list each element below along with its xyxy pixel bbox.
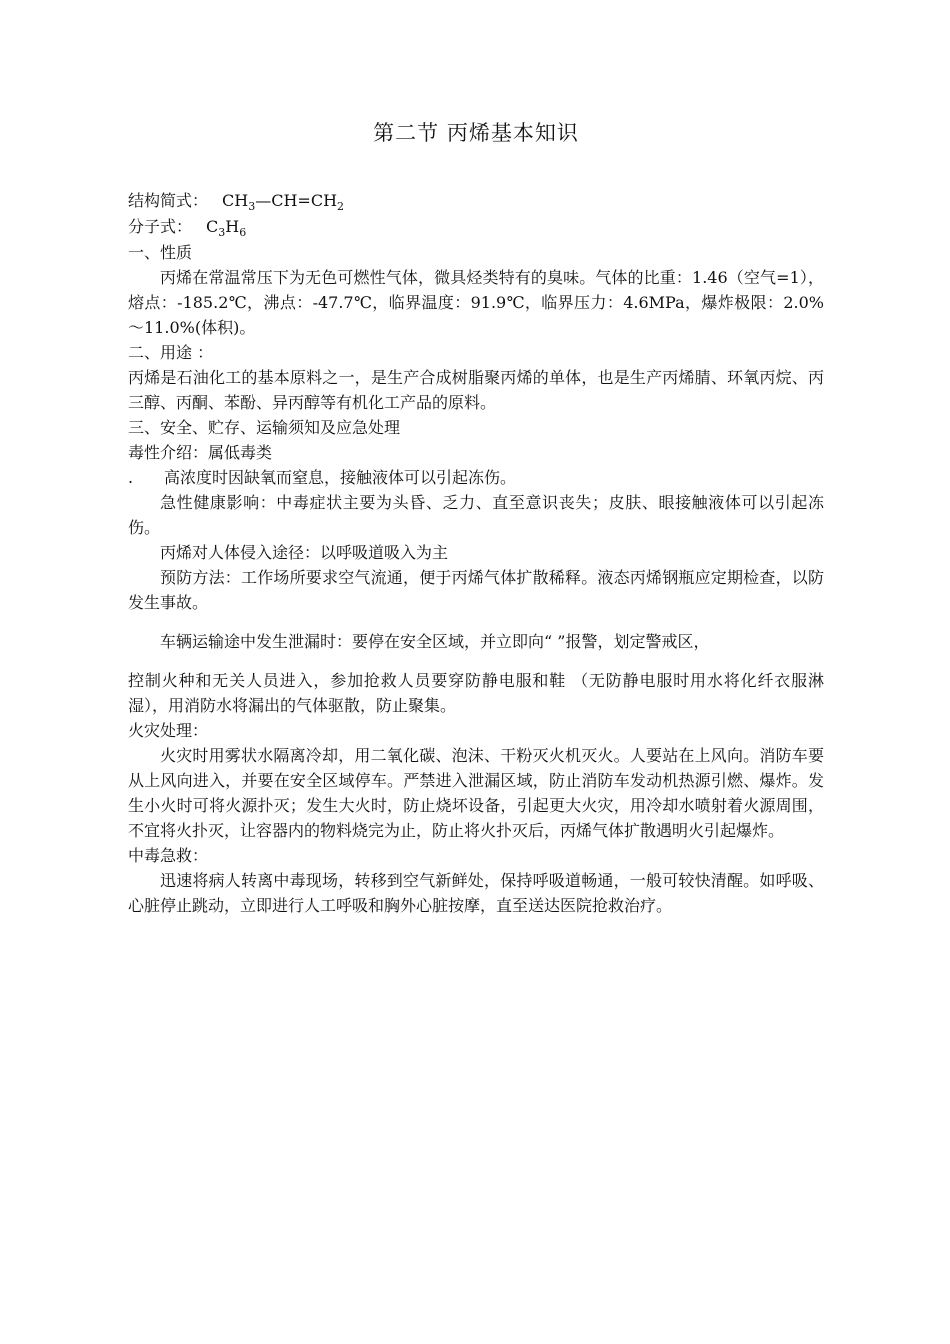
properties-paragraph: 丙烯在常温常压下为无色可燃性气体，微具烃类特有的臭味。气体的比重：1.46（空气=1），熔点：-185.2℃，沸点：-47.7℃，临界温度：91.9℃，临界压力：4.6MPa，爆炸极限：2.0%～11.0%(体积)。 [128, 268, 824, 337]
formula-part: H [225, 217, 240, 236]
section-heading-uses: 二、用途 ： [128, 343, 214, 362]
prevention-paragraph: 预防方法：工作场所要求空气流通，便于丙烯气体扩散稀释。液态丙烯钢瓶应定期检查，以防发生事故。 [128, 568, 824, 612]
poison-paragraph: 迅速将病人转离中毒现场，转移到空气新鲜处，保持呼吸道畅通，一般可较快清醒。如呼吸、心脏停止跳动，立即进行人工呼吸和胸外心脏按摩，直至送达医院抢救治疗。 [128, 871, 824, 915]
structural-formula [128, 188, 824, 214]
section-heading-properties: 一、性质 [128, 243, 193, 262]
document-body [128, 118, 824, 918]
exposure-route-paragraph: 丙烯对人体侵入途径：以呼吸道吸入为主 [160, 543, 449, 562]
formula-subscript: 3 [218, 226, 226, 239]
toxicity-detail: 高浓度时因缺氧而窒息，接触液体可以引起冻伤。 [164, 468, 517, 487]
list-dot: . [128, 468, 134, 487]
formula-part: CH [222, 191, 249, 210]
formula-part: C [206, 217, 219, 236]
section-heading-safety: 三、安全、贮存、运输须知及应急处理 [128, 418, 401, 437]
leak-paragraph-line-2: 控制火种和无关人员进入，参加抢救人员要穿防静电服和鞋 （无防静电服时用水将化纤衣服淋湿），用消防水将漏出的气体驱散，防止聚集。 [128, 671, 824, 715]
toxicity-detail-line [128, 465, 824, 490]
formula-subscript: 3 [248, 200, 256, 213]
poison-heading: 中毒急救： [128, 846, 209, 865]
uses-paragraph: 丙烯是石油化工的基本原料之一，是生产合成树脂聚丙烯的单体，也是生产丙烯腈、环氧丙烷、丙三醇、丙酮、苯酚、异丙醇等有机化工产品的原料。 [128, 368, 824, 412]
fire-heading: 火灾处理： [128, 721, 209, 740]
leak-paragraph-line-1: 车辆运输途中发生泄漏时：要停在安全区域，并立即向“ ”报警，划定警戒区， [160, 632, 710, 651]
toxicity-line: 毒性介绍：属低毒类 [128, 443, 273, 462]
formula-part: —CH=CH [255, 191, 338, 210]
page-title: 第二节 丙烯基本知识 [373, 121, 579, 145]
acute-health-paragraph: 急性健康影响：中毒症状主要为头昏、乏力、直至意识丧失；皮肤、眼接触液体可以引起冻伤。 [128, 493, 824, 537]
molecular-formula [128, 214, 824, 240]
formula-subscript: 2 [337, 200, 345, 213]
fire-paragraph: 火灾时用雾状水隔离冷却，用二氧化碳、泡沫、干粉灭火机灭火。人要站在上风向。消防车要从上风向进入，并要在安全区域停车。严禁进入泄漏区域，防止消防车发动机热源引燃、爆炸。发生小火时可将火源扑灭；发生大火时，防止烧坏设备，引起更大火灾，用冷却水喷射着火源周围，不宜将火扑灭，让容器内的物料烧完为止，防止将火扑灭后，丙烯气体扩散遇明火引起爆炸。 [128, 746, 824, 840]
structural-formula-label: 结构简式： [128, 191, 209, 210]
formula-subscript: 6 [239, 226, 247, 239]
molecular-formula-label: 分子式： [128, 217, 193, 236]
